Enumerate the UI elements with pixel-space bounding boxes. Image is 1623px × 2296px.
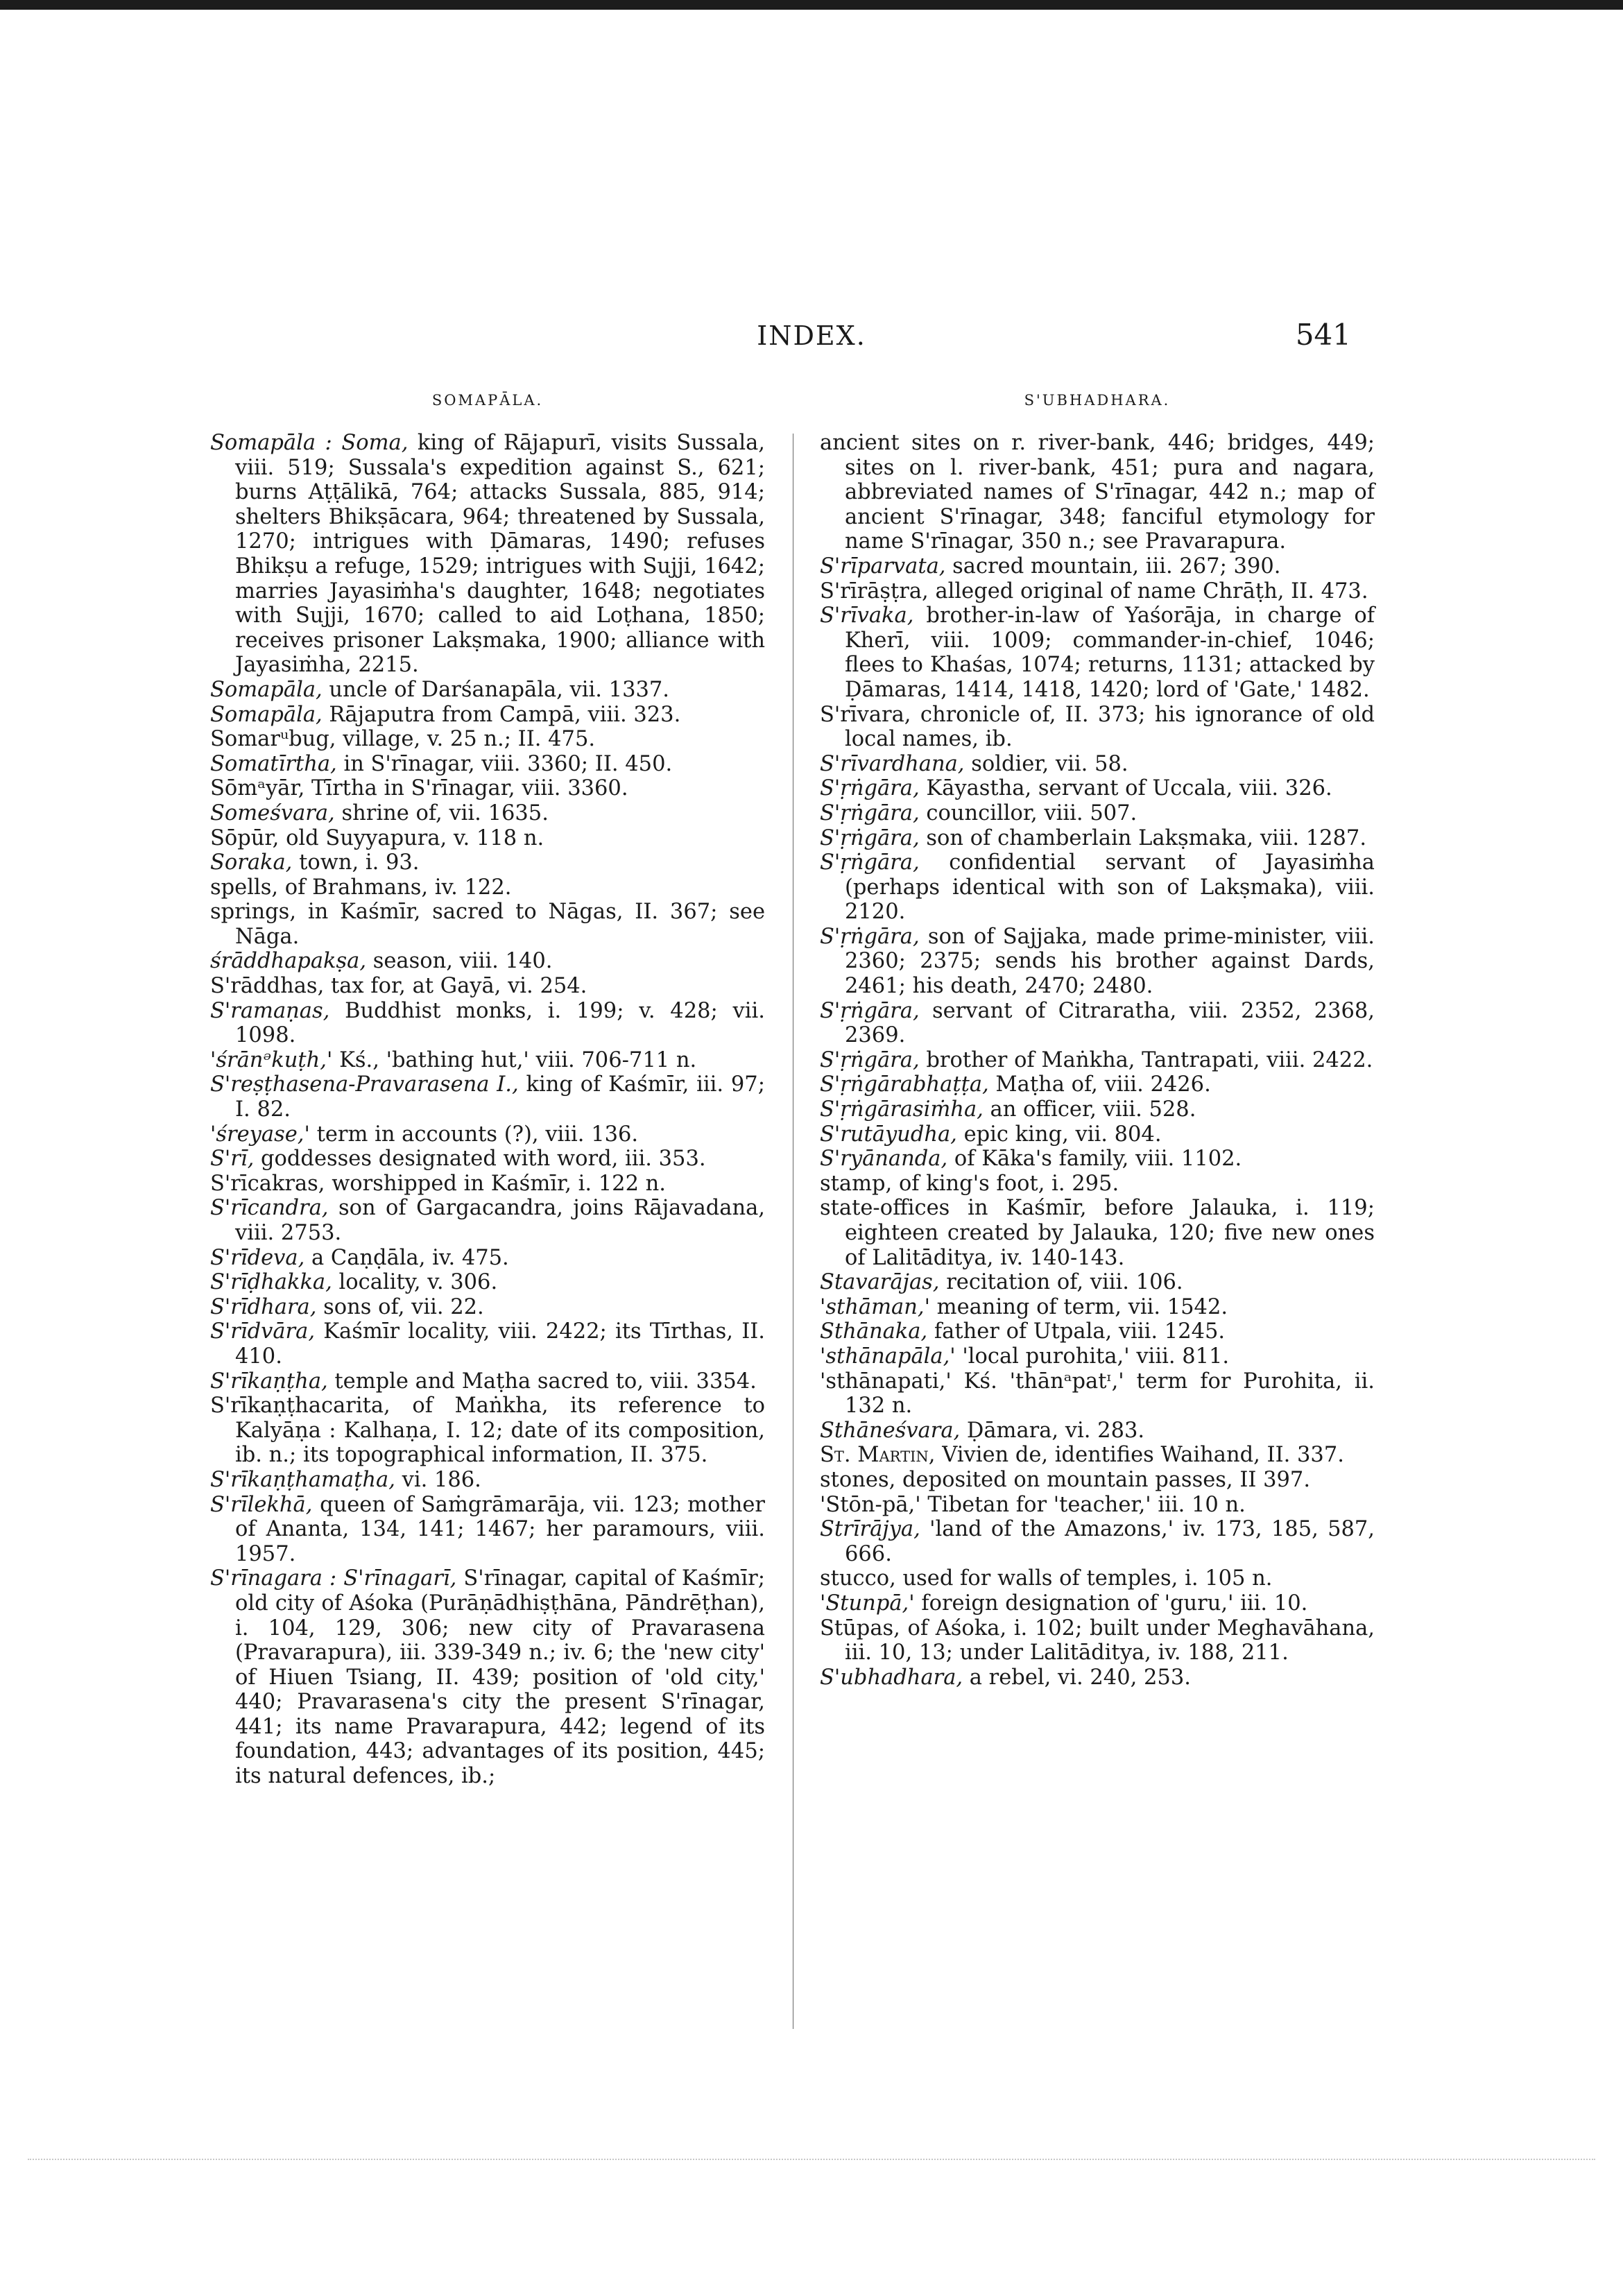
index-entry (820, 752, 1375, 777)
index-entry (210, 703, 765, 728)
entry-text: king of Kaśmīr, iii. 97; I. 82. (235, 1072, 765, 1122)
entry-headword: S'rīvardhana, (820, 751, 965, 776)
entry-headword: Strīrājya, (820, 1517, 920, 1542)
index-entry (210, 678, 765, 703)
entry-headword: S'ṛṅgāra, (820, 800, 920, 825)
index-entry (820, 1419, 1375, 1443)
entry-text: epic king, vii. 804. (963, 1122, 1162, 1147)
index-entry (820, 1369, 1375, 1419)
entry-text: old Suyyapura, v. 118 n. (286, 825, 544, 850)
entry-headword: S'ṛṅgāra, (820, 776, 920, 801)
entry-headword: Sōpūr, (210, 825, 280, 850)
index-entry (820, 850, 1375, 925)
entry-headword: S'rīvara, (820, 702, 911, 727)
entry-headword: S'ṛṅgāra, (820, 924, 920, 949)
entry-headword: spells, (210, 875, 279, 900)
entry-text: in Kaśmīr, sacred to Nāgas, II. 367; see Nāga. (235, 900, 765, 949)
index-entry (210, 1122, 765, 1147)
entry-text: 'land of the Amazons,' iv. 173, 185, 587, 666. (845, 1517, 1375, 1566)
entry-headword: 'sthānapāla,' (820, 1344, 956, 1369)
entry-headword: S'ṛṅgāra, (820, 825, 920, 850)
entry-text: meaning of term, vii. 1542. (936, 1294, 1228, 1319)
entry-text: king of Rājapurī, visits Sussala, viii. 519; Sussala's expedition against S., 621; burns Aṭṭālikā, 764; attacks Sussala, 885, 914; shelters Bhikṣācara, 964; threatened by Sussala, 1270; intrigues with Ḍāmaras, 1490; refuses Bhikṣu a refuge, 1529; intrigues with Sujji, 1642; marries Jayasiṁha's daughter, 1648; negotiates with Sujji, 1670; called to aid Loṭhana, 1850; receives prisoner Lakṣmaka, 1900; alliance with Jayasiṁha, 2215. (235, 431, 766, 678)
entry-headword: śrāddhapakṣa, (210, 949, 367, 974)
entry-text: S'rīnagar, capital of Kaśmīr; old city of Aśoka (Purāṇādhiṣṭhāna, Pāndrēṭhan), i. 104, 129, 306; new city of Pravarasena (Pravarapura), iii. 339-349 n.; iv. 6; the 'new city' of Hiuen Tsiang, II. 439; position of 'old city,' 440; Pravarasena's city the present S'rīnagar, 441; its name Pravarapura, 442; legend of its foundation, 443; advantages of its position, 445; its natural defences, ib.; (235, 1566, 765, 1789)
index-entry (820, 1147, 1375, 1172)
entry-headword: Somapāla, (210, 702, 323, 727)
index-entry (820, 1665, 1375, 1690)
entry-headword: 'śrānᵊkuṭh,' (210, 1047, 333, 1072)
entry-headword: S'rutāyudha, (820, 1122, 957, 1147)
entry-headword: S'rīnagara : S'rīnagarī, (210, 1566, 457, 1591)
entry-text: locality, v. 306. (338, 1270, 498, 1295)
right-column (820, 392, 1375, 1690)
index-entry (820, 925, 1375, 999)
right-running-head: S'UBHADHARA. (1024, 392, 1171, 409)
entry-text: tax for, at Gayā, vi. 254. (330, 974, 587, 999)
scan-border (0, 0, 1623, 10)
scan-dotted-line (28, 2159, 1595, 2160)
entry-headword: Someśvara, (210, 800, 335, 825)
index-entry (820, 1270, 1375, 1295)
entry-text: town, i. 93. (299, 850, 420, 875)
index-entry (210, 1172, 765, 1197)
entry-headword: 'Stunpā,' (820, 1591, 915, 1616)
entry-text: before Jalauka, i. 119; eighteen created by Jalauka, 120; five new ones of Lalitāditya, iv. 140-143. (845, 1196, 1375, 1270)
entry-headword: S'rīdvāra, (210, 1319, 316, 1344)
entry-text: brother of Maṅkha, Tantrapati, viii. 2422. (926, 1047, 1373, 1072)
left-column (210, 392, 765, 1789)
index-entry (820, 1122, 1375, 1147)
entry-text: Ḍāmara, vi. 283. (966, 1418, 1145, 1443)
entry-text: Vivien de, identifies Waihand, II. 337. (942, 1443, 1344, 1468)
index-entry (210, 752, 765, 777)
index-entry (820, 1591, 1375, 1616)
index-entry (210, 850, 765, 875)
entry-text: councillor, viii. 507. (926, 800, 1137, 825)
index-entry (210, 801, 765, 826)
entry-headword: S'reṣṭhasena-Pravarasena I., (210, 1072, 519, 1097)
entry-text: of Kāka's family, viii. 1102. (954, 1147, 1242, 1172)
entry-text: uncle of Darśanapāla, vii. 1337. (329, 677, 669, 702)
entry-headword: Somarᵘbug, (210, 727, 336, 752)
left-running-head: SOMAPĀLA. (431, 392, 544, 409)
entry-text: confidential servant of Jayasiṁha (perhaps identical with son of Lakṣmaka), viii. 2120. (845, 850, 1375, 925)
entry-text: temple and Maṭha sacred to, viii. 3354. (334, 1369, 757, 1394)
entry-headword: Stūpas, (820, 1616, 900, 1640)
entry-text: in S'rīnagar, viii. 3360; II. 450. (343, 751, 673, 776)
entry-headword: S'rīdhara, (210, 1294, 317, 1319)
entry-headword: S'rīrāṣṭra, (820, 579, 929, 603)
entry-text: a rebel, vi. 240, 253. (969, 1665, 1191, 1690)
index-entry (820, 1468, 1375, 1493)
entry-text: Rājaputra from Campā, viii. 323. (329, 702, 681, 727)
entry-headword: Somapāla, (210, 677, 323, 702)
index-entry (210, 949, 765, 974)
index-entry (820, 1443, 1375, 1468)
entry-headword: S'rīkaṇṭhacarita, (210, 1394, 390, 1419)
entry-headword: S'ṛṅgārasiṁha, (820, 1097, 984, 1122)
entry-headword: state-offices in Kaśmīr, (820, 1196, 1087, 1221)
entry-text: of king's foot, i. 295. (898, 1171, 1119, 1196)
entry-headword: St. Martin, (820, 1443, 936, 1468)
index-entry (820, 603, 1375, 702)
entry-text: Kāyastha, servant of Uccala, viii. 326. (926, 776, 1332, 801)
entry-text: sacred mountain, iii. 267; 390. (952, 554, 1281, 579)
entry-headword: S'rīvaka, (820, 603, 914, 628)
entry-headword: Somapāla : Soma, (210, 431, 409, 455)
index-entry (820, 1097, 1375, 1122)
entry-text: a Caṇḍāla, iv. 475. (311, 1245, 509, 1270)
entry-text: alleged original of name Chrāṭh, II. 473. (935, 579, 1368, 603)
index-entry (210, 776, 765, 801)
entry-text: brother-in-law of Yaśorāja, in charge of Kherī, viii. 1009; commander-in-chief, 1046; flees to Khaśas, 1074; returns, 1131; attacked by Ḍāmaras, 1414, 1418, 1420; lord of 'Gate,' 1482. (845, 603, 1375, 702)
index-entry (820, 1566, 1375, 1591)
index-entry (820, 1493, 1375, 1518)
index-entry (210, 1468, 765, 1493)
index-entry (210, 1270, 765, 1295)
entry-headword: S'ryānanda, (820, 1147, 948, 1172)
entry-text: deposited on mountain passes, II 397. (902, 1467, 1311, 1492)
entry-text: term in accounts (?), viii. 136. (316, 1122, 639, 1147)
entry-headword: S'ubhadhara, (820, 1665, 963, 1690)
entry-text: servant of Citraratha, viii. 2352, 2368, 2369. (845, 998, 1375, 1048)
entry-headword: stamp, (820, 1171, 893, 1196)
entry-text: recitation of, viii. 106. (946, 1270, 1183, 1295)
index-entry (210, 1566, 765, 1788)
entry-headword: S'rīlekhā, (210, 1492, 313, 1517)
index-entry (210, 999, 765, 1048)
index-entry (210, 431, 765, 678)
entry-headword: 'sthāman,' (820, 1294, 930, 1319)
entry-text: Kś., 'bathing hut,' viii. 706-711 n. (339, 1047, 697, 1072)
index-entry (210, 1246, 765, 1271)
entry-headword: S'rīcakras, (210, 1171, 325, 1196)
entry-text: chronicle of, II. 373; his ignorance of old local names, ib. (845, 702, 1375, 752)
index-entry (820, 554, 1375, 579)
index-entry (210, 1147, 765, 1172)
entry-text: worshipped in Kaśmīr, i. 122 n. (332, 1171, 667, 1196)
index-entry (210, 1394, 765, 1468)
entry-headword: springs, (210, 900, 297, 925)
entry-text: son of Sajjaka, made prime-minister, viii. 2360; 2375; sends his brother against Dards, 2461; his death, 2470; 2480. (845, 924, 1375, 999)
entry-headword: S'rīkaṇṭhamaṭha, (210, 1467, 395, 1492)
entry-text: son of Gargacandra, joins Rājavadana, viii. 2753. (235, 1196, 765, 1245)
entry-headword: Stavarājas, (820, 1270, 940, 1295)
entry-headword: Sthāneśvara, (820, 1418, 961, 1443)
entry-text: Tibetan for 'teacher,' iii. 10 n. (927, 1492, 1246, 1517)
index-entry (820, 1072, 1375, 1097)
entry-text: 'local purohita,' viii. 811. (962, 1344, 1230, 1369)
page-header-title: INDEX. (757, 320, 866, 351)
entry-headword: S'ramaṇas, (210, 998, 330, 1023)
index-entry (820, 1295, 1375, 1320)
entry-headword: 'śreyase,' (210, 1122, 310, 1147)
index-entry (210, 1048, 765, 1073)
page-number: 541 (1295, 318, 1351, 352)
index-entry (820, 1196, 1375, 1270)
index-entry (820, 801, 1375, 826)
index-entry (210, 875, 765, 900)
index-entry (820, 1616, 1375, 1665)
entry-text: goddesses designated with word, iii. 353. (261, 1147, 706, 1172)
index-entry (820, 1344, 1375, 1369)
entry-headword: S'ṛṅgāra, (820, 1047, 920, 1072)
entry-headword: S'rīdeva, (210, 1245, 305, 1270)
index-entry (820, 1517, 1375, 1566)
entry-text: Maṭha of, viii. 2426. (995, 1072, 1211, 1097)
entry-headword: stucco, (820, 1566, 896, 1591)
index-entry (820, 431, 1375, 554)
entry-text: son of chamberlain Lakṣmaka, viii. 1287. (926, 825, 1367, 850)
entry-text: Tīrtha in S'rīnagar, viii. 3360. (311, 776, 628, 801)
index-entry (210, 900, 765, 949)
entry-headword: stones, (820, 1467, 896, 1492)
entry-headword: Soraka, (210, 850, 293, 875)
entry-text: of Maṅkha, its reference to Kalyāṇa : Kalhaṇa, I. 12; date of its composition, ib. n.; its topographical information, II. 375. (235, 1394, 765, 1468)
index-entry (210, 1369, 765, 1394)
entry-text: Kś. 'thānᵃpatᶦ,' term for Purohita, ii. 132 n. (845, 1369, 1375, 1419)
entry-text: ancient sites on r. river-bank, 446; bridges, 449; sites on l. river-bank, 451; pura and nagara, abbreviated names of S'rīnagar, 442 n.; map of ancient S'rīnagar, 348; fanciful etymology for name S'rīnagar, 350 n.; see Pravarapura. (820, 431, 1375, 554)
entry-headword: S'ṛṅgāra, (820, 850, 920, 875)
entry-headword: 'sthānapati,' (820, 1369, 952, 1394)
entry-text: sons of, vii. 22. (323, 1294, 484, 1319)
entry-text: soldier, vii. 58. (971, 751, 1128, 776)
index-entry (210, 1295, 765, 1320)
index-entry (820, 1319, 1375, 1344)
index-entry (820, 703, 1375, 752)
index-entry (820, 1172, 1375, 1197)
left-entry-list (210, 431, 765, 1789)
entry-headword: S'rīkaṇṭha, (210, 1369, 328, 1394)
entry-headword: S'rī, (210, 1147, 255, 1172)
index-entry (210, 974, 765, 999)
entry-text: queen of Saṁgrāmarāja, vii. 123; mother of Ananta, 134, 141; 1467; her paramours, viii. 1957. (235, 1492, 765, 1566)
index-entry (210, 826, 765, 851)
entry-headword: S'rīcandra, (210, 1196, 329, 1221)
index-entry (820, 1048, 1375, 1073)
entry-headword: Sthānaka, (820, 1319, 928, 1344)
entry-text: of Brahmans, iv. 122. (284, 875, 512, 900)
entry-headword: 'Stōn-pā,' (820, 1492, 921, 1517)
entry-headword: Somatīrtha, (210, 751, 337, 776)
entry-headword: Sōmᵃyār, (210, 776, 305, 801)
entry-text: shrine of, vii. 1635. (341, 800, 549, 825)
entry-headword: S'ṛṅgāra, (820, 998, 920, 1023)
entry-text: foreign designation of 'guru,' iii. 10. (921, 1591, 1308, 1616)
entry-text: father of Utpala, viii. 1245. (934, 1319, 1226, 1344)
index-entry (820, 999, 1375, 1048)
entry-headword: S'ṛṅgārabhaṭṭa, (820, 1072, 989, 1097)
right-entry-list (820, 431, 1375, 1690)
entry-text: Kaśmīr locality, viii. 2422; its Tīrthas, II. 410. (235, 1319, 765, 1369)
index-entry (820, 776, 1375, 801)
entry-text: season, viii. 140. (372, 949, 553, 974)
index-entry (210, 1319, 765, 1369)
entry-headword: S'rīḍhakka, (210, 1270, 332, 1295)
entry-text: vi. 186. (402, 1467, 481, 1492)
index-entry (210, 1072, 765, 1122)
entry-headword: S'rīparvata, (820, 554, 946, 579)
entry-text: Buddhist monks, i. 199; v. 428; vii. 1098. (235, 998, 765, 1048)
index-entry (210, 1196, 765, 1245)
entry-text: an officer, viii. 528. (990, 1097, 1196, 1122)
entry-text: of Aśoka, i. 102; built under Meghavāhana, iii. 10, 13; under Lalitāditya, iv. 188, 211. (845, 1616, 1375, 1665)
index-entry (820, 579, 1375, 604)
entry-text: village, v. 25 n.; II. 475. (343, 727, 596, 752)
index-entry (210, 727, 765, 752)
entry-text: used for walls of temples, i. 105 n. (902, 1566, 1273, 1591)
index-entry (210, 1493, 765, 1567)
index-entry (820, 826, 1375, 851)
entry-headword: S'rāddhas, (210, 974, 325, 999)
